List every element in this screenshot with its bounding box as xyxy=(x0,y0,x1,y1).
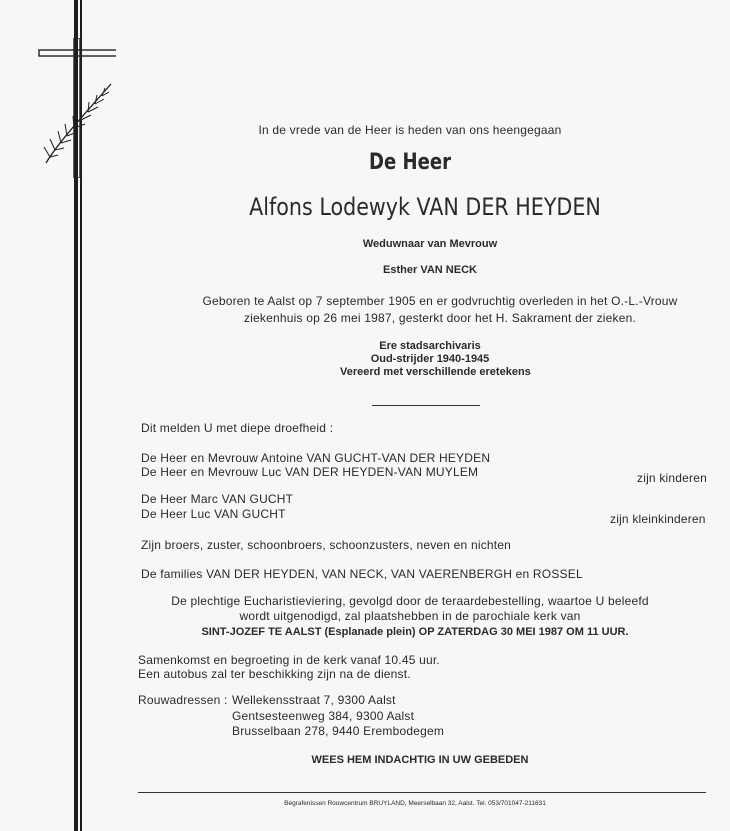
honor-line: Ere stadsarchivaris xyxy=(379,340,481,352)
ceremony-line-2: wordt uitgenodigd, zal plaatshebben in de parochiale kerk van xyxy=(239,609,581,623)
child-entry: De Heer en Mevrouw Antoine VAN GUCHT-VAN DER HEYDEN xyxy=(141,451,491,465)
spouse-name: Esther VAN NECK xyxy=(383,264,477,276)
cross-with-palm-icon xyxy=(36,38,116,178)
birth-death-line-1: Geboren te Aalst op 7 september 1905 en er godvruchtig overleden in het O.-L.-Vrouw xyxy=(202,294,678,308)
separator-line xyxy=(372,405,480,406)
address-line: Brusselbaan 278, 9440 Erembodegem xyxy=(232,724,445,738)
widower-line: Weduwnaar van Mevrouw xyxy=(362,238,498,250)
families-line: De families VAN DER HEYDEN, VAN NECK, VAN VAERENBERGH en ROSSEL xyxy=(141,567,583,581)
addresses-label: Rouwadressen : xyxy=(138,693,228,707)
undertaker-footer: Begrafenissen Rouwcentrum BRUYLAND, Meerselbaan 32, Aalst. Tel. 053/701047-211631 xyxy=(284,800,546,807)
gathering-line: Samenkomst en begroeting in de kerk vanaf 10.45 uur. xyxy=(138,653,440,667)
bus-line: Een autobus zal ter beschikking zijn na de dienst. xyxy=(138,667,411,681)
grandchild-entry: De Heer Marc VAN GUCHT xyxy=(141,492,294,506)
intro-line: In de vrede van de Heer is heden van ons heengegaan xyxy=(258,123,562,137)
deceased-name: Alfons Lodewyk VAN DER HEYDEN xyxy=(249,193,601,221)
address-line: Wellekensstraat 7, 9300 Aalst xyxy=(232,693,396,707)
ceremony-location: SINT-JOZEF TE AALST (Esplanade plein) OP ZATERDAG 30 MEI 1987 OM 11 UUR. xyxy=(201,626,629,638)
children-label: zijn kinderen xyxy=(637,471,707,485)
honor-line: Vereerd met verschillende eretekens xyxy=(340,366,531,378)
address-line: Gentsesteenweg 384, 9300 Aalst xyxy=(232,709,415,723)
honor-line: Oud-strijder 1940-1945 xyxy=(370,353,490,365)
salutation-heading: De Heer xyxy=(369,150,451,175)
closing-prayer: WEES HEM INDACHTIG IN UW GEBEDEN xyxy=(311,754,529,766)
child-entry: De Heer en Mevrouw Luc VAN DER HEYDEN-VAN MUYLEM xyxy=(141,465,479,479)
grandchild-entry: De Heer Luc VAN GUCHT xyxy=(141,507,286,521)
grandchildren-label: zijn kleinkinderen xyxy=(610,512,706,526)
ceremony-line-1: De plechtige Eucharistieviering, gevolgd door de teraardebestelling, waartoe U beleefd xyxy=(171,594,649,608)
siblings-line: Zijn broers, zuster, schoonbroers, schoonzusters, neven en nichten xyxy=(141,538,512,552)
birth-death-line-2: ziekenhuis op 26 mei 1987, gesterkt door het H. Sakrament der zieken. xyxy=(243,311,636,325)
family-intro: Dit melden U met diepe droefheid : xyxy=(141,421,334,435)
footer-divider xyxy=(138,792,706,793)
